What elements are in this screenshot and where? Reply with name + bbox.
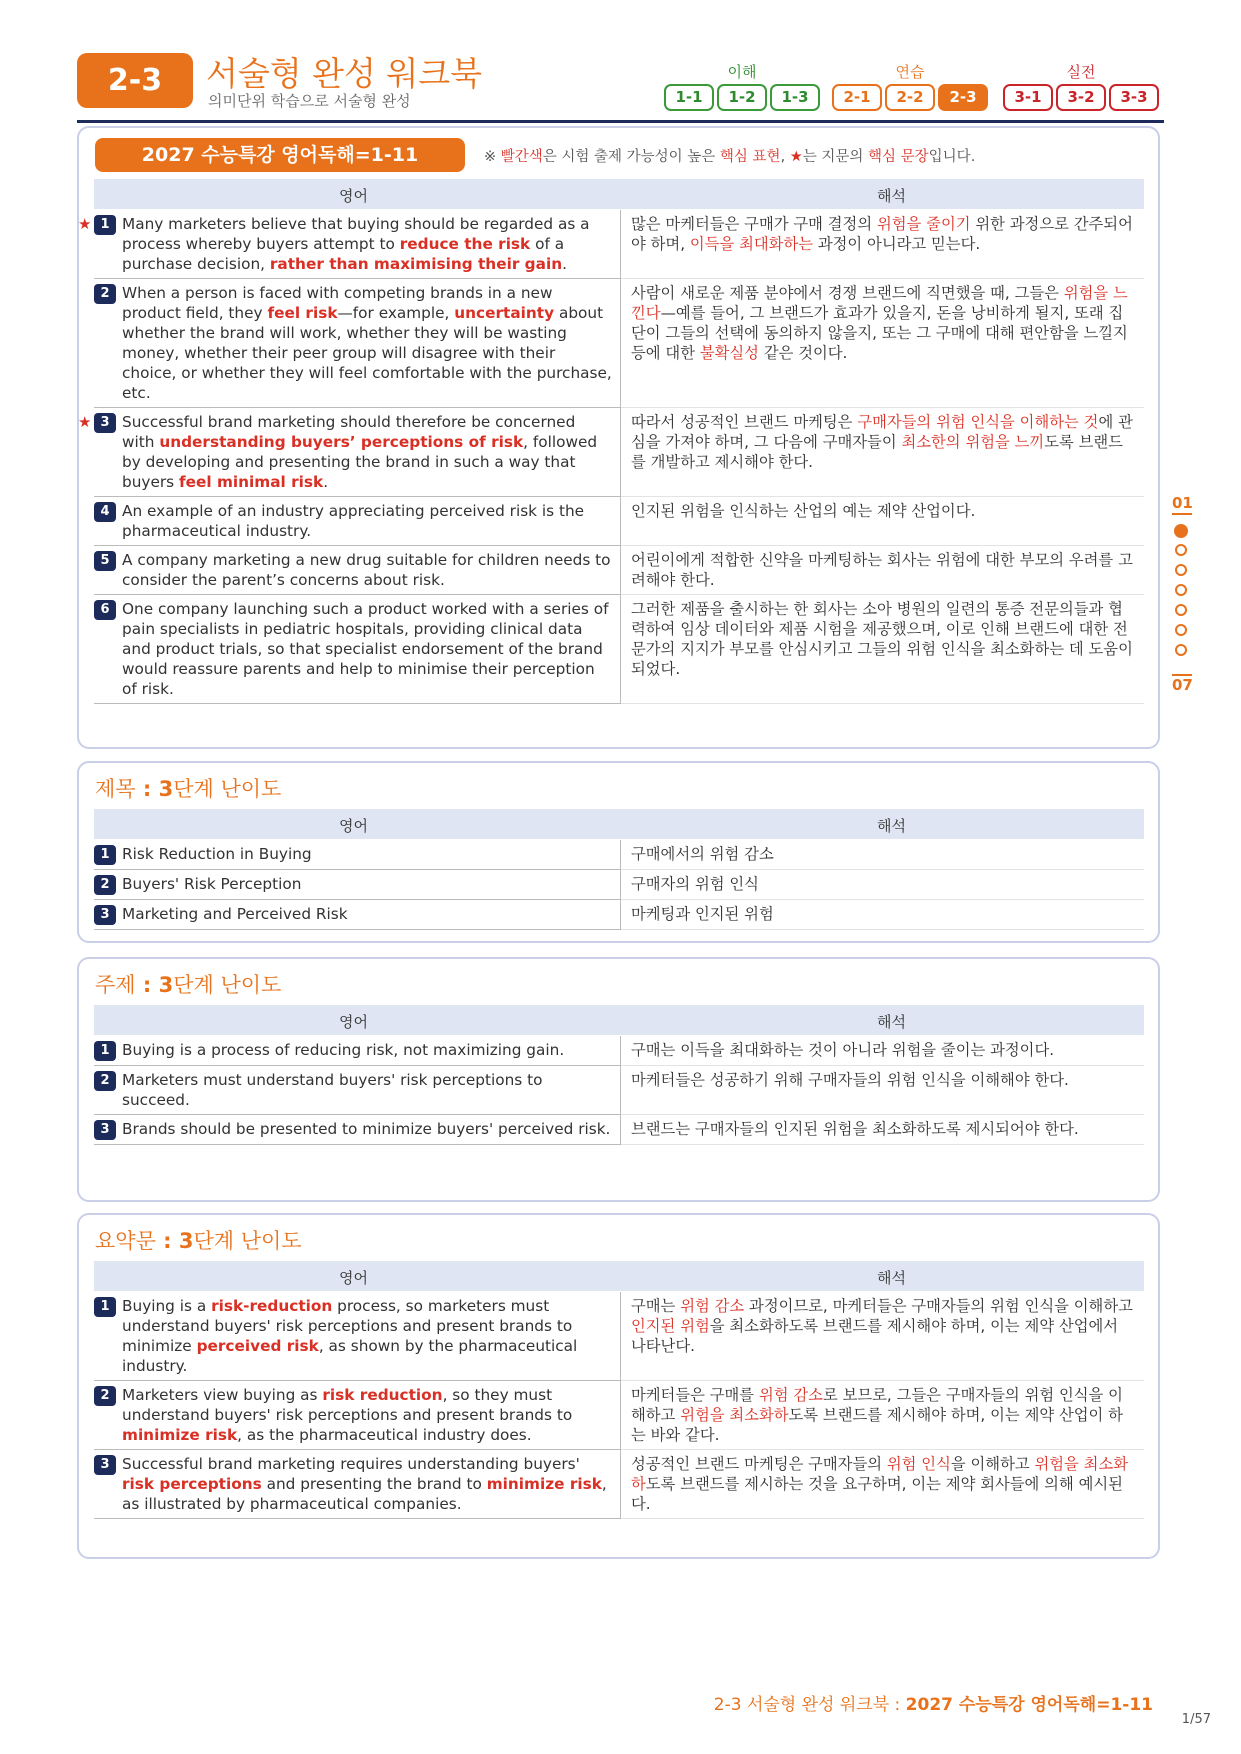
text-segment: Brands should be presented to minimize buyers' perceived risk. [122, 1120, 611, 1138]
table-row [94, 1292, 1144, 1381]
text-segment: 그러한 제품을 출시하는 한 회사는 소아 병원의 일련의 통증 전문의들과 협력하여 임상 데이터와 제품 시험을 제공했으며, 이로 인해 브랜드에 대한 전문가의 지지가 부모를 안심시키고 그들의 위험 인식을 최소화하는 데 도움이 되었다. [631, 600, 1133, 678]
column-english: 영어 [339, 1269, 368, 1287]
table-row [94, 210, 1144, 279]
page-title: 서술형 완성 워크북 [206, 54, 483, 93]
chip-1-1[interactable]: 1-1 [664, 84, 714, 111]
english-cell [94, 1450, 621, 1519]
text-segment: 도록 브랜드를 개발하고 제시해야 한다. [631, 433, 1123, 471]
sentence-number-badge: 2 [94, 1386, 116, 1406]
table-row [94, 870, 1144, 900]
chip-3-3[interactable]: 3-3 [1109, 84, 1159, 111]
page-dot[interactable] [1175, 624, 1187, 636]
key-expression: 구매자들의 위험 인식을 이해하는 것 [857, 413, 1099, 431]
title-table [94, 840, 1144, 930]
table-row [94, 900, 1144, 930]
key-expression: 위험 감소 [680, 1297, 745, 1315]
key-expression: 위험을 줄이기 [876, 215, 971, 233]
text-segment: 많은 마케터들은 구매가 구매 결정의 [631, 215, 877, 233]
text-segment: One company launching such a product worked with a series of pain specialists in pediatric hospitals, providing clinical data and product trials, so that specialist endorsement of the brand would reassure parents and help to minimise their perception of risk. [122, 600, 609, 698]
text-segment: 구매는 이득을 최대화하는 것이 아니라 위험을 줄이는 과정이다. [631, 1041, 1055, 1059]
key-expression: perceived risk [196, 1337, 319, 1355]
text-segment: Buying is a [122, 1297, 212, 1315]
header-divider [77, 120, 1164, 123]
english-cell [94, 1036, 621, 1066]
key-expression: 최소한의 위험을 느끼 [901, 433, 1045, 451]
footer-title [714, 1690, 1153, 1715]
column-english: 영어 [339, 187, 368, 205]
english-text [122, 1119, 610, 1139]
translation-cell [621, 408, 1145, 497]
table-row [94, 1036, 1144, 1066]
note-prefix: ※ [484, 149, 501, 165]
key-expression: risk reduction [322, 1386, 443, 1404]
translation-cell [621, 1381, 1145, 1450]
page-dot[interactable] [1175, 544, 1187, 556]
key-expression: rather than maximising their gain [269, 255, 563, 273]
note-key-expression: 핵심 표현 [719, 149, 781, 165]
note-text-2: , [780, 149, 790, 165]
english-cell [94, 900, 621, 930]
side-nav-start: 01 [1172, 494, 1193, 512]
text-segment: 브랜드는 구매자들의 인지된 위험을 최소화하도록 제시되어야 한다. [631, 1120, 1079, 1138]
page-number: 1/57 [1181, 1712, 1211, 1727]
translation-cell [621, 870, 1145, 900]
text-segment: 인지된 위험을 인식하는 산업의 예는 제약 산업이다. [631, 502, 976, 520]
sentence-number-badge: 2 [94, 284, 116, 304]
column-translation: 해석 [877, 1013, 906, 1031]
footer-prefix: 2-3 서술형 완성 워크북 : [713, 1695, 906, 1715]
page-dot[interactable] [1175, 604, 1187, 616]
sentence-number-badge: 6 [94, 600, 116, 620]
sentence-number-badge: 1 [94, 1041, 116, 1061]
text-segment: process, so marketers must understand buyers' risk perceptions and present brands to minimize [122, 1297, 573, 1355]
sentence-number-badge: 3 [94, 905, 116, 925]
chip-group-practice [832, 84, 988, 113]
text-segment: Many marketers believe that buying should be regarded as a process whereby buyers attempt to [122, 215, 590, 253]
chip-3-2[interactable]: 3-2 [1056, 84, 1106, 111]
star-icon: ★ [78, 413, 92, 431]
text-segment: 성공적인 브랜드 마케팅은 구매자들의 [631, 1455, 887, 1473]
section-title: 요약문 : 3단계 난이도 [95, 1229, 302, 1253]
star-icon: ★ [789, 149, 803, 165]
text-segment: An example of an industry appreciating perceived risk is the pharmaceutical industry. [122, 502, 585, 540]
text-segment: 도록 브랜드를 제시해야 하며, 이는 제약 산업이 하는 바와 같다. [631, 1406, 1123, 1444]
key-expression: feel minimal risk [179, 473, 324, 491]
exam-source-pill: 2027 수능특강 영어독해=1-11 [95, 138, 465, 172]
text-segment: and presenting the brand to [261, 1475, 487, 1493]
text-segment: 을 이해하고 [950, 1455, 1035, 1473]
translation-cell [621, 1292, 1145, 1381]
english-text [122, 599, 612, 699]
english-text [122, 844, 312, 864]
sentence-number-badge: 2 [94, 875, 116, 895]
english-text [122, 1070, 612, 1110]
column-header [94, 179, 1144, 209]
topic-section [77, 957, 1160, 1202]
summary-table [94, 1292, 1144, 1519]
translation-cell [621, 497, 1145, 546]
english-text [122, 283, 612, 403]
text-segment: 위한 과정으로 간주되어야 하며, [631, 215, 1133, 253]
english-cell [94, 1066, 621, 1115]
sentence-number-badge: 1 [94, 1297, 116, 1317]
text-segment: , as shown by the pharmaceutical industry. [122, 1337, 578, 1375]
chip-group-actual [1003, 84, 1159, 113]
chip-2-1[interactable]: 2-1 [832, 84, 882, 111]
sentence-number-badge: 4 [94, 502, 116, 522]
english-cell [94, 595, 621, 704]
english-text [122, 1454, 612, 1514]
column-header [94, 1261, 1144, 1291]
text-segment: A company marketing a new drug suitable for children needs to consider the parent’s concerns about risk. [122, 551, 611, 589]
chip-3-1[interactable]: 3-1 [1003, 84, 1053, 111]
chip-2-2[interactable]: 2-2 [885, 84, 935, 111]
table-row [94, 546, 1144, 595]
summary-section [77, 1213, 1160, 1559]
level-number: 3 [158, 777, 174, 801]
english-cell [94, 1381, 621, 1450]
text-segment: , as illustrated by pharmaceutical companies. [122, 1475, 607, 1513]
text-segment: , followed by developing and presenting the brand in such a way that buyers [122, 433, 598, 491]
text-segment: , as the pharmaceutical industry does. [237, 1426, 532, 1444]
text-segment: 구매에서의 위험 감소 [631, 845, 774, 863]
english-cell [94, 546, 621, 595]
column-translation: 해석 [877, 817, 906, 835]
translation-cell [621, 210, 1145, 279]
title-rows [94, 840, 1144, 930]
key-expression: feel risk [267, 304, 338, 322]
text-segment: 마케팅과 인지된 위험 [631, 905, 774, 923]
text-segment: , so they must understand buyers' risk perceptions and present brands to [122, 1386, 573, 1424]
column-translation: 해석 [877, 187, 906, 205]
english-cell [94, 840, 621, 870]
sentence-number-badge: 1 [94, 845, 116, 865]
text-segment: 로 보므로, 그들은 구매자들의 위험 인식을 이해하고 [631, 1386, 1123, 1424]
passage-rows [78, 210, 1144, 704]
sentence-number-badge: 5 [94, 551, 116, 571]
table-row [94, 1066, 1144, 1115]
english-text [122, 214, 612, 274]
english-cell [94, 1115, 621, 1145]
note-text-1: 은 시험 출제 가능성이 높은 [542, 149, 720, 165]
key-expression: risk-reduction [211, 1297, 333, 1315]
key-expression: 위험 감소 [758, 1386, 823, 1404]
english-text [122, 1385, 612, 1445]
text-segment: Marketers must understand buyers' risk perceptions to succeed. [122, 1071, 543, 1109]
legend-note [484, 145, 975, 166]
chip-1-2[interactable]: 1-2 [717, 84, 767, 111]
level-text: 단계 난이도 [173, 777, 282, 801]
text-segment: 구매는 [631, 1297, 681, 1315]
group-label-practice: 연습 [895, 63, 925, 81]
key-expression: understanding buyers’ perceptions of risk [159, 433, 524, 451]
table-row [94, 840, 1144, 870]
column-english: 영어 [339, 817, 368, 835]
group-label-actual: 실전 [1066, 63, 1096, 81]
key-expression: minimize risk [122, 1426, 238, 1444]
table-row [94, 408, 1144, 497]
group-label-understand: 이해 [727, 63, 757, 81]
table-row [94, 595, 1144, 704]
text-segment: 도록 브랜드를 제시하는 것을 요구하며, 이는 제약 회사들에 의해 예시된다. [631, 1475, 1123, 1513]
translation-cell [621, 279, 1145, 408]
section-label: 주제 [95, 973, 136, 997]
sentence-number-badge: 3 [94, 413, 116, 433]
text-segment: 같은 것이다. [758, 344, 848, 362]
text-segment: Successful brand marketing requires understanding buyers' [122, 1455, 580, 1473]
passage-table [78, 210, 1144, 704]
text-segment: . [562, 255, 567, 273]
page-dot[interactable] [1175, 584, 1187, 596]
page-dot[interactable] [1175, 644, 1187, 656]
key-expression: 불확실성 [699, 344, 759, 362]
key-expression: 위험을 느낀다 [631, 284, 1128, 322]
key-expression: 이득을 최대화하는 [689, 235, 813, 253]
key-expression: 위험을 최소화하 [680, 1406, 789, 1424]
english-cell [94, 1292, 621, 1381]
page-subtitle: 의미단위 학습으로 서술형 완성 [208, 92, 411, 110]
level-text: 단계 난이도 [173, 973, 282, 997]
translation-cell [621, 1066, 1145, 1115]
column-translation: 해석 [877, 1269, 906, 1287]
text-segment: 에 관심을 가져야 하며, 그 다음에 구매자들이 [631, 413, 1133, 451]
section-label: 요약문 [95, 1229, 156, 1253]
table-row [94, 279, 1144, 408]
text-segment: of a purchase decision, [122, 235, 565, 273]
english-cell [78, 210, 621, 279]
section-title: 주제 : 3단계 난이도 [95, 973, 282, 997]
text-segment: Marketers view buying as [122, 1386, 323, 1404]
section-label: 제목 [95, 777, 136, 801]
translation-cell [621, 1450, 1145, 1519]
text-segment: —예를 들어, 그 브랜드가 효과가 있을지, 돈을 낭비하게 될지, 또래 집단이 그들의 선택에 동의하지 않을지, 또는 그 구매에 대해 편안함을 느낄지 등에 대한 [631, 304, 1128, 362]
english-text [122, 904, 348, 924]
translation-cell [621, 900, 1145, 930]
table-row [94, 1450, 1144, 1519]
sentence-number-badge: 2 [94, 1071, 116, 1091]
text-segment: 과정이 아니라고 믿는다. [813, 235, 981, 253]
english-cell [94, 279, 621, 408]
text-segment: —for example, [337, 304, 455, 322]
translation-cell [621, 840, 1145, 870]
text-segment: . [323, 473, 329, 491]
column-header [94, 1005, 1144, 1035]
text-segment: Risk Reduction in Buying [122, 845, 312, 863]
key-expression: minimize risk [486, 1475, 602, 1493]
english-cell [94, 870, 621, 900]
text-segment: 을 최소화하도록 브랜드를 제시해야 하며, 이는 제약 산업에서 나타난다. [631, 1317, 1119, 1355]
title-section [77, 761, 1160, 943]
text-segment: 사람이 새로운 제품 분야에서 경쟁 브랜드에 직면했을 때, 그들은 [631, 284, 1064, 302]
active-page-dot[interactable] [1174, 524, 1188, 538]
chip-group-understand [664, 84, 820, 113]
text-segment: Successful brand marketing should therefore be concerned with [122, 413, 576, 451]
page-dot[interactable] [1175, 564, 1187, 576]
key-expression: 인지된 위험 [631, 1317, 710, 1335]
level-number: 3 [158, 973, 174, 997]
summary-rows [94, 1292, 1144, 1519]
english-text [122, 1040, 564, 1060]
key-expression: reduce the risk [399, 235, 531, 253]
text-segment: about whether the brand will work, whether they will be wasting money, whether their peer group will disagree with their choice, or whether they will feel comfortable with the purchase, etc. [122, 304, 612, 402]
section-title: 제목 : 3단계 난이도 [95, 777, 282, 801]
key-expression: risk perceptions [122, 1475, 262, 1493]
text-segment: 어린이에게 적합한 신약을 마케팅하는 회사는 위험에 대한 부모의 우려를 고려해야 한다. [631, 551, 1133, 589]
text-segment: 마케터들은 구매를 [631, 1386, 759, 1404]
key-expression: 위험 인식 [886, 1455, 951, 1473]
column-header [94, 809, 1144, 839]
english-text [122, 874, 301, 894]
english-text [122, 550, 612, 590]
text-segment: When a person is faced with competing brands in a new product field, they [122, 284, 553, 322]
sentence-number-badge: 1 [94, 215, 116, 235]
sentence-number-badge: 3 [94, 1120, 116, 1140]
translation-cell [621, 1036, 1145, 1066]
level-number: 3 [178, 1229, 194, 1253]
column-english: 영어 [339, 1013, 368, 1031]
star-icon: ★ [78, 215, 92, 233]
lesson-badge: 2-3 [77, 53, 193, 108]
topic-rows [94, 1036, 1144, 1145]
table-row [94, 1381, 1144, 1450]
passage-section [77, 126, 1160, 749]
chip-2-3[interactable]: 2-3 [938, 84, 988, 111]
english-text [122, 412, 612, 492]
text-segment: Buyers' Risk Perception [122, 875, 302, 893]
side-nav-end: 07 [1172, 676, 1193, 694]
text-segment: 마케터들은 성공하기 위해 구매자들의 위험 인식을 이해해야 한다. [631, 1071, 1069, 1089]
footer-source: 2027 수능특강 영어독해=1-11 [905, 1695, 1153, 1715]
note-key-sentence: 핵심 문장 [868, 149, 929, 165]
translation-cell [621, 546, 1145, 595]
key-expression: 위험을 최소화하 [631, 1455, 1129, 1493]
english-cell [94, 497, 621, 546]
text-segment: 과정이므로, 마케터들은 구매자들의 위험 인식을 이해하고 [744, 1297, 1133, 1315]
text-segment: Marketing and Perceived Risk [122, 905, 348, 923]
text-segment: Buying is a process of reducing risk, not maximizing gain. [122, 1041, 565, 1059]
table-row [94, 1115, 1144, 1145]
chip-1-3[interactable]: 1-3 [770, 84, 820, 111]
english-text [122, 1296, 612, 1376]
table-row [94, 497, 1144, 546]
topic-table [94, 1036, 1144, 1145]
sentence-number-badge: 3 [94, 1455, 116, 1475]
english-cell [78, 408, 621, 497]
level-text: 단계 난이도 [193, 1229, 302, 1253]
key-expression: uncertainty [454, 304, 555, 322]
note-text-4: 입니다. [928, 149, 976, 165]
text-segment: 구매자의 위험 인식 [631, 875, 759, 893]
note-text-3: 는 지문의 [802, 149, 869, 165]
english-text [122, 501, 612, 541]
translation-cell [621, 1115, 1145, 1145]
text-segment: 따라서 성공적인 브랜드 마케팅은 [631, 413, 858, 431]
note-red-word: 빨간색 [500, 149, 543, 165]
side-nav-divider [1172, 513, 1192, 515]
translation-cell [621, 595, 1145, 704]
